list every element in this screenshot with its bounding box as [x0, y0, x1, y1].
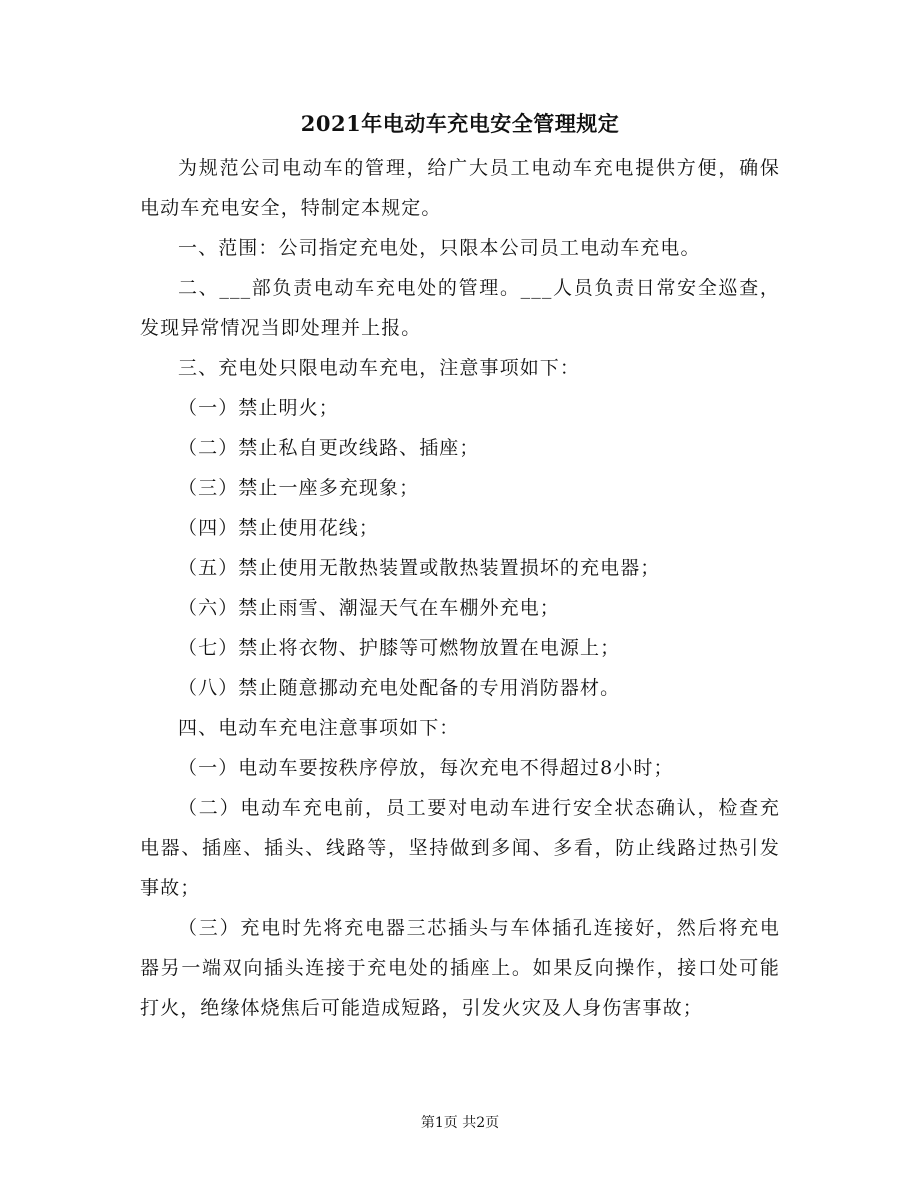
list-item: （二）电动车充电前，员工要对电动车进行安全状态确认，检查充电器、插座、插头、线路等，坚持做到多闻、多看，防止线路过热引发事故； — [140, 797, 780, 899]
paragraph-section-3: 三、充电处只限电动车充电，注意事项如下： — [178, 357, 581, 379]
paragraph-section-1: 一、范围：公司指定充电处，只限本公司员工电动车充电。 — [178, 237, 701, 259]
document-body — [140, 148, 780, 1028]
list-item: （七）禁止将衣物、护膝等可燃物放置在电源上； — [178, 637, 621, 659]
list-item: （五）禁止使用无散热装置或散热装置损坏的充电器； — [178, 557, 661, 579]
paragraph-section-4: 四、电动车充电注意事项如下： — [178, 717, 460, 739]
list-item: （四）禁止使用花线； — [178, 517, 380, 539]
list-item: （一）禁止明火； — [178, 397, 339, 419]
paragraph-intro: 为规范公司电动车的管理，给广大员工电动车充电提供方便，确保电动车充电安全，特制定本规定。 — [140, 157, 780, 219]
list-item: （三）禁止一座多充现象； — [178, 477, 420, 499]
list-item: （八）禁止随意挪动充电处配备的专用消防器材。 — [178, 677, 621, 699]
list-item: （六）禁止雨雪、潮湿天气在车棚外充电； — [178, 597, 560, 619]
list-item: （三）充电时先将充电器三芯插头与车体插孔连接好，然后将充电器另一端双向插头连接于充电处的插座上。如果反向操作，接口处可能打火，绝缘体烧焦后可能造成短路，引发火灾及人身伤害事故； — [140, 917, 780, 1019]
list-item: （二）禁止私自更改线路、插座； — [178, 437, 480, 459]
list-item: （一）电动车要按秩序停放，每次充电不得超过8小时； — [178, 757, 674, 779]
document-title: 2021年电动车充电安全管理规定 — [300, 111, 620, 136]
page-number-footer: 第1页 共2页 — [420, 1115, 500, 1131]
paragraph-section-2: 二、___部负责电动车充电处的管理。___人员负责日常安全巡查，发现异常情况当即处理并上报。 — [140, 277, 780, 339]
